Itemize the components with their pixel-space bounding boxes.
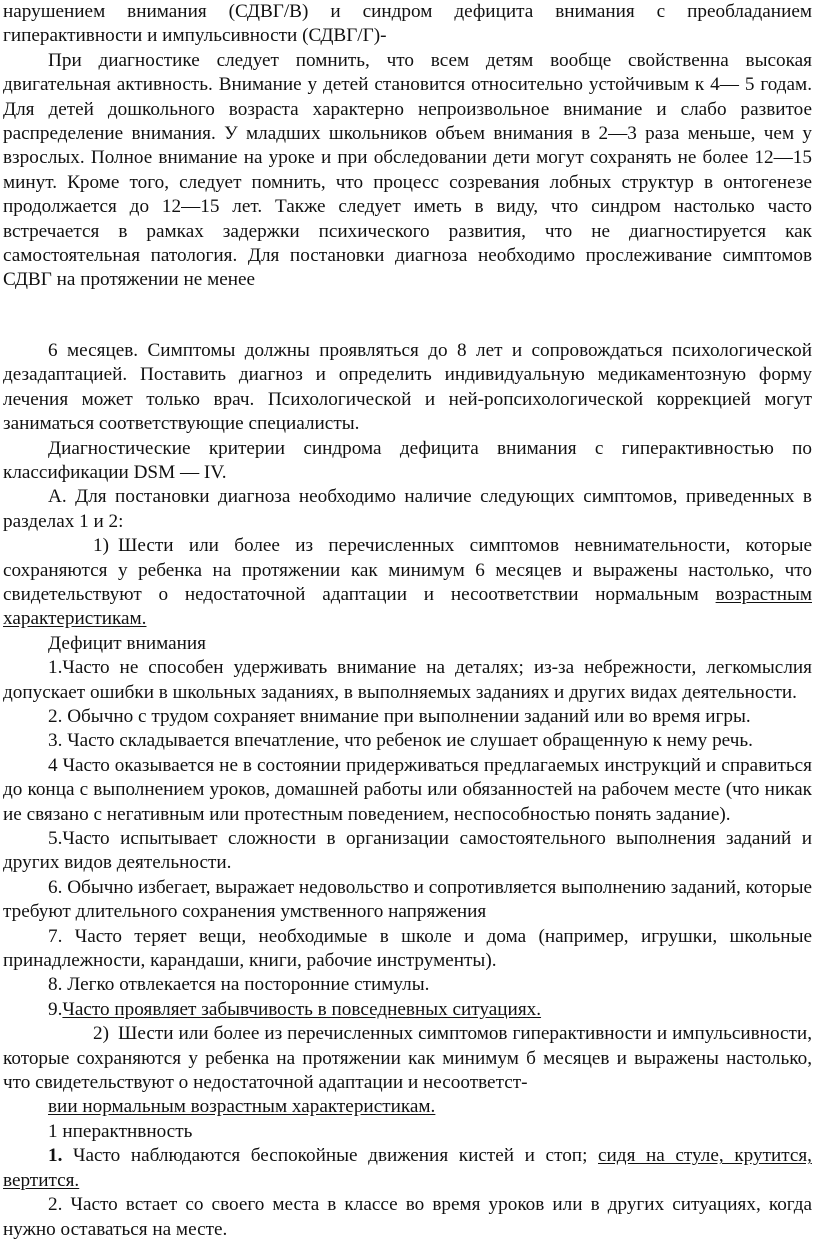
paragraph-section-2 <box>3 1022 812 1095</box>
list-item-attention-4: 4 Часто оказывается не в состоянии придерживаться предлагаемых инструкций и справиться до конца с выполнением уроков, домашней работы или обязанностей на рабочем месте (что никак ие связано с негативным или протестным поведением, неспособностью понять задание). <box>3 754 812 825</box>
paragraph-intro-continuation: нарушением внимания (СДВГ/В) и синдром дефицита внимания с преобладанием гиперактивности и импульсивности (СДВГ/Г)- <box>3 1 812 47</box>
list-item-attention-3: 3. Часто складывается впечатление, что ребенок ие слушает обращенную к нему речь. <box>48 730 753 752</box>
item-9-text: Часто проявляет забывчивость в повседневных ситуациях. <box>62 998 542 1020</box>
paragraph-gap <box>3 293 812 339</box>
item-h1-underlined: сидя на стуле, крутится, вертится. <box>3 1145 812 1191</box>
section-1-underlined: возрастным характеристикам. <box>3 583 812 630</box>
item-h1-number: 1. <box>48 1145 63 1167</box>
heading-attention-deficit: Дефицит внимания <box>48 632 206 654</box>
paragraph-section-2-continuation <box>3 1095 812 1119</box>
list-item-hyper-2: 2. Часто встает со своего места в классе во время уроков или в других ситуациях, когда нужно оставаться на месте. <box>3 1194 812 1240</box>
section-1-text: Шести или более из перечисленных симптомов невнимательности, которые сохраняются у ребенка на протяжении как минимум 6 месяцев и выражены настолько, что свидетельствуют о недостаточной адаптации и несоответствии нормальным <box>3 535 812 605</box>
section-2-number: 2) <box>93 1023 109 1045</box>
list-item-attention-8: 8. Легко отвлекается на посторонние стимулы. <box>48 974 430 996</box>
list-item-attention-6: 6. Обычно избегает, выражает недовольство и сопротивляется выполнению заданий, которые требуют длительного сохранения умственного напряжения <box>3 876 812 923</box>
item-h1-text: Часто наблюдаются беспокойные движения кистей и стоп; <box>62 1145 599 1167</box>
list-item-attention-7: 7. Часто теряет вещи, необходимые в школе и дома (например, игрушки, школьные принадлежности, карандаши, книги, рабочие инструменты). <box>3 925 812 972</box>
list-item-attention-1: 1.Часто не способен удерживать внимание на деталях; из-за небрежности, легкомыслия допускает ошибки в школьных заданиях, в выполняемых заданиях и других видах деятельности. <box>3 657 812 703</box>
paragraph-symptoms-duration: 6 месяцев. Симптомы должны проявляться до 8 лет и сопровождаться психологической дезадаптацией. Поставить диагноз и определить индивидуальную медикаментозную форму лечения может только врач. Психологической и ней-ропсихологической коррекцией могут заниматься соответствующие специалисты. <box>3 339 812 435</box>
item-9-number: 9. <box>48 998 63 1020</box>
list-item-hyper-1 <box>3 1144 812 1193</box>
list-item-attention-5: 5.Часто испытывает сложности в организации самостоятельного выполнения заданий и других видов деятельности. <box>3 828 812 874</box>
heading-hyperactivity: 1 нперактнвность <box>48 1120 193 1142</box>
section-2-underlined: вии нормальным возрастным характеристикам. <box>48 1096 436 1118</box>
section-2-text: Шести или более из перечисленных симптомов гиперактивности и импульсивности, которые сохраняются у ребенка на протяжении как минимум б месяцев и выражены настолько, что свидетельствуют о недостаточной адаптации и несоответст- <box>3 1023 812 1094</box>
paragraph-dsm-criteria: Диагностические критерии синдрома дефицита внимания с гиперактивностью по классификации DSM — IV. <box>3 437 812 483</box>
list-item-attention-2: 2. Обычно с трудом сохраняет внимание при выполнении заданий или во время игры. <box>48 705 751 727</box>
paragraph-diagnostics: При диагностике следует помнить, что всем детям вообще свойственна высокая двигательная активность. Внимание у детей становится относительно устойчивым к 4— 5 годам. Для детей дошкольного возраста характерно непроизвольное внимание и слабо развитое распределение внимания. У младших школьников объем внимания в 2—3 раза меньше, чем у взрослых. Полное внимание на уроке и при обследовании дети могут сохранять не более 12—15 минут. Кроме того, следует помнить, что процесс созревания лобных структур в онтогенезе продолжается до 12—15 лет. Также следует иметь в виду, что синдром настолько часто встречается в рамках задержки психического развития, что не диагностируется как самостоятельная патология. Для постановки диагноза необходимо прослеживание симптомов СДВГ на протяжении не менее <box>3 49 812 291</box>
list-item-attention-9 <box>3 998 812 1022</box>
paragraph-criterion-a: А. Для постановки диагноза необходимо наличие следующих симптомов, приведенных в разделах 1 и 2: <box>3 486 812 532</box>
paragraph-section-1 <box>3 534 812 632</box>
section-1-number: 1) <box>93 535 109 557</box>
